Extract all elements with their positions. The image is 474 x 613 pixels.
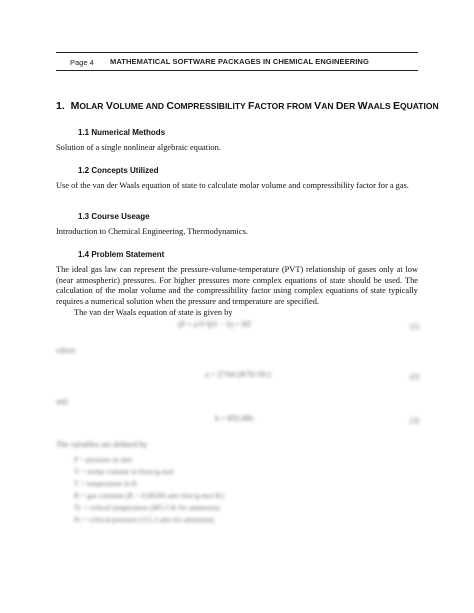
section-heading-concepts-utilized: 1.2 Concepts Utilized (78, 166, 159, 175)
equation-intro-text: The van der Waals equation of state is given by (74, 308, 233, 317)
section-text-numerical-methods: Solution of a single nonlinear algebraic equation. (56, 143, 221, 152)
section-text-problem-statement: The ideal gas law can represent the pressure-volume-temperature (PVT) relationship of gases only at low (near atmospheric) pressures. For higher pressures more complex equations of state should be used. The calculation of the molar volume and the compressibility factor using complex equations of state typically requires a numerical solution when the pressure and temperature are specified. (56, 265, 418, 306)
equation-vdw: (P + a/V²)(V − b) = RT (178, 320, 252, 329)
running-title: MATHEMATICAL SOFTWARE PACKAGES IN CHEMICAL ENGINEERING (110, 57, 369, 66)
variable-definition: V = molar volume in liters/g-mol (74, 467, 174, 476)
equation-a: a = 27/64 (R²Tc²/Pc) (205, 370, 271, 379)
variable-definition: R = gas constant (R = 0.08206 atm·liter/g-mol·K) (74, 491, 224, 500)
section-text-course-useage: Introduction to Chemical Engineering, Thermodynamics. (56, 227, 248, 236)
header-rule-top (56, 52, 418, 53)
chapter-number: 1. (56, 100, 65, 112)
section-heading-course-useage: 1.3 Course Useage (78, 212, 150, 221)
page-number: Page 4 (70, 58, 94, 67)
variable-definition: T = temperature in K (74, 479, 138, 488)
chapter-title: 1. MOLAR VOLUME AND COMPRESSIBILITY FACTOR FROM VAN DER WAALS EQUATION (56, 100, 439, 112)
equation-number-2: (2) (410, 372, 420, 381)
and-text: and (56, 397, 68, 406)
section-heading-numerical-methods: 1.1 Numerical Methods (78, 128, 166, 137)
equation-b: b = RTc/8Pc (215, 414, 255, 423)
variable-definition: Tc = critical temperature (405.5 K for ammonia) (74, 503, 220, 512)
header-rule-bottom (56, 70, 418, 71)
variable-definition: Pc = critical pressure (111.3 atm for ammonia) (74, 515, 214, 524)
variable-definition: P = pressure in atm (74, 455, 132, 464)
where-text: where (56, 346, 76, 355)
variables-intro: The variables are defined by (56, 440, 148, 449)
section-heading-problem-statement: 1.4 Problem Statement (78, 250, 165, 259)
section-text-concepts-utilized: Use of the van der Waals equation of state to calculate molar volume and compressibility factor for a gas. (56, 181, 409, 190)
equation-number-3: (3) (410, 416, 420, 425)
equation-number-1: (1) (410, 322, 420, 331)
